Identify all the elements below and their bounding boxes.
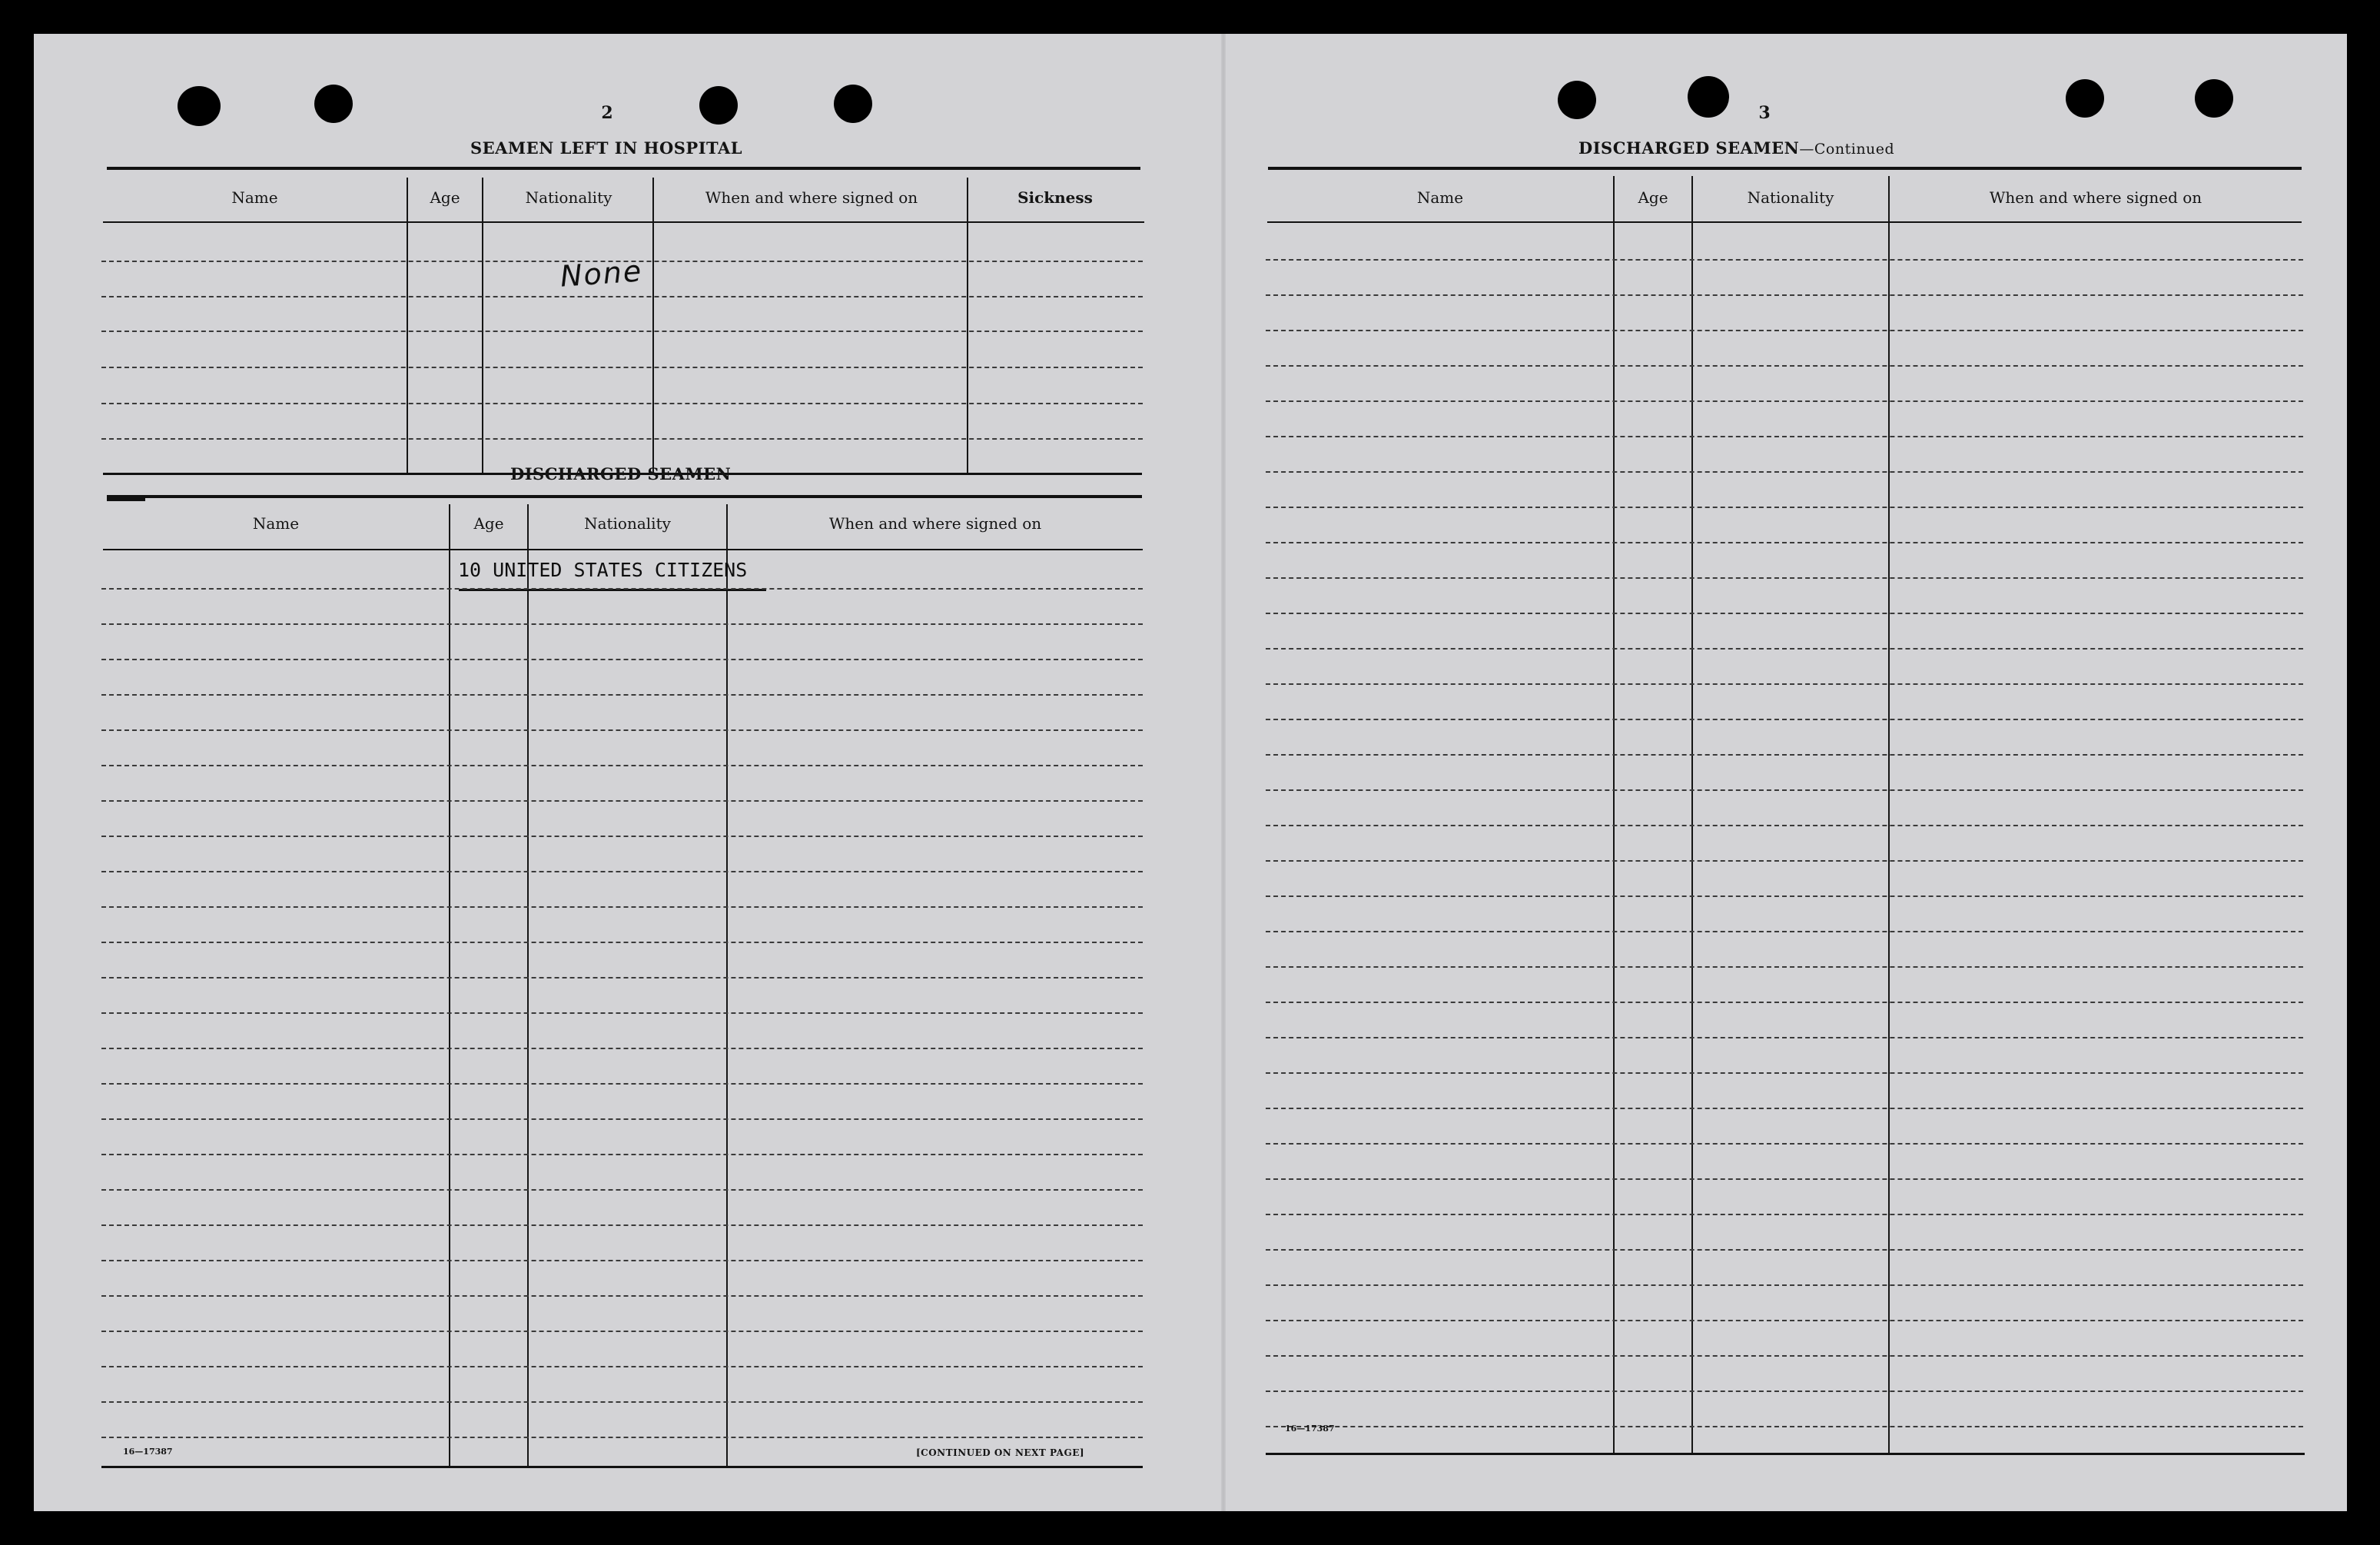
row-line	[1266, 648, 2303, 650]
row-line	[1266, 1002, 2303, 1003]
table-header-rule	[1267, 221, 2302, 223]
column-divider	[726, 504, 728, 1467]
page-fold	[1221, 34, 1226, 1511]
section-title-text: DISCHARGED SEAMEN	[1578, 138, 1800, 158]
row-line	[101, 977, 1143, 978]
row-line	[101, 1189, 1143, 1191]
row-line	[101, 1012, 1143, 1014]
row-line	[1266, 1108, 2303, 1109]
form-code: 16—17387	[1285, 1424, 1335, 1434]
row-line	[101, 1331, 1143, 1332]
column-divider	[1888, 176, 1890, 1454]
punch-hole	[314, 85, 353, 123]
column-header-age: Age	[1638, 188, 1668, 207]
row-line	[101, 1154, 1143, 1155]
row-line	[101, 296, 1143, 297]
column-header-nationality: Nationality	[1747, 188, 1834, 207]
row-line	[1266, 895, 2303, 897]
column-divider	[1613, 176, 1615, 1454]
table-top-rule	[107, 495, 1142, 498]
row-line	[101, 1366, 1143, 1367]
row-line	[101, 1260, 1143, 1261]
column-header-sickness: Sickness	[1017, 188, 1093, 207]
row-line	[101, 906, 1143, 908]
row-line	[101, 1437, 1143, 1438]
row-line	[1266, 719, 2303, 720]
column-divider	[482, 178, 483, 473]
row-line	[1266, 683, 2303, 685]
row-line	[101, 765, 1143, 766]
section-title-discharged: DISCHARGED SEAMEN	[510, 464, 732, 483]
row-line	[101, 871, 1143, 872]
row-line	[1266, 294, 2303, 296]
column-header-nationality: Nationality	[584, 514, 671, 533]
row-line	[1266, 1390, 2303, 1392]
row-line	[101, 588, 1143, 590]
column-header-signed-on: When and where signed on	[828, 514, 1042, 533]
row-line	[1266, 754, 2303, 756]
punch-hole	[2195, 79, 2233, 118]
handwritten-entry: None	[559, 254, 644, 294]
table-top-rule-thick	[107, 495, 145, 501]
column-header-signed-on: When and where signed on	[705, 188, 918, 207]
row-line	[101, 694, 1143, 696]
punch-hole	[1688, 76, 1729, 118]
row-line	[1266, 542, 2303, 543]
page-number: 3	[1758, 103, 1771, 123]
row-line	[1266, 931, 2303, 932]
section-title-hospital: SEAMEN LEFT IN HOSPITAL	[470, 138, 743, 158]
row-line	[101, 438, 1143, 440]
row-line	[1266, 1355, 2303, 1357]
table-top-rule	[107, 167, 1140, 170]
table-bottom-rule	[101, 1466, 1143, 1468]
column-header-name: Name	[1416, 188, 1464, 207]
row-line	[101, 729, 1143, 731]
row-line	[1266, 400, 2303, 402]
column-header-nationality: Nationality	[525, 188, 612, 207]
row-line	[101, 403, 1143, 404]
table-header-rule	[103, 221, 1144, 223]
row-line	[101, 659, 1143, 660]
row-line	[1266, 436, 2303, 437]
column-divider	[967, 178, 968, 473]
row-line	[1266, 613, 2303, 614]
row-line	[101, 800, 1143, 802]
column-header-age: Age	[430, 188, 460, 207]
row-line	[1266, 577, 2303, 579]
row-line	[101, 1118, 1143, 1120]
table-header-rule	[103, 549, 1143, 550]
section-title-suffix: —Continued	[1799, 141, 1895, 158]
row-line	[1266, 471, 2303, 473]
column-divider	[1691, 176, 1693, 1454]
row-line	[1266, 507, 2303, 508]
row-line	[101, 1295, 1143, 1297]
typed-entry: 10 UNITED STATES CITIZENS	[458, 559, 748, 581]
section-title-discharged-continued	[1578, 138, 1895, 158]
row-line	[1266, 825, 2303, 826]
row-line	[1266, 1037, 2303, 1038]
column-divider	[527, 504, 529, 1467]
column-header-name: Name	[231, 188, 278, 207]
row-line	[1266, 1143, 2303, 1145]
punch-hole	[1558, 81, 1596, 119]
column-divider	[407, 178, 408, 473]
page-number: 2	[601, 103, 613, 123]
row-line	[1266, 966, 2303, 968]
row-line	[101, 942, 1143, 943]
row-line	[1266, 1426, 2303, 1427]
column-header-signed-on: When and where signed on	[1989, 188, 2202, 207]
punch-hole	[178, 86, 221, 126]
row-line	[101, 367, 1143, 368]
row-line	[1266, 789, 2303, 791]
row-line	[1266, 1072, 2303, 1074]
row-line	[101, 1048, 1143, 1049]
continued-note: [CONTINUED ON NEXT PAGE]	[916, 1447, 1085, 1458]
punch-hole	[2066, 79, 2104, 118]
row-line	[1266, 365, 2303, 367]
row-line	[1266, 1214, 2303, 1215]
row-line	[101, 623, 1143, 625]
table-top-rule	[1268, 167, 2302, 170]
row-line	[101, 1083, 1143, 1085]
row-line	[1266, 1178, 2303, 1180]
row-line	[101, 331, 1143, 332]
row-line	[101, 1401, 1143, 1403]
row-line	[1266, 1249, 2303, 1251]
punch-hole	[699, 86, 738, 125]
column-divider	[449, 504, 450, 1467]
row-line	[101, 1224, 1143, 1226]
row-line	[1266, 860, 2303, 862]
table-bottom-rule	[1266, 1453, 2305, 1455]
punch-hole	[834, 85, 872, 123]
row-line	[101, 836, 1143, 837]
row-line	[1266, 1284, 2303, 1286]
column-divider	[652, 178, 654, 473]
row-line	[1266, 259, 2303, 261]
column-header-age: Age	[473, 514, 504, 533]
row-line	[1266, 330, 2303, 331]
document-sheet	[34, 34, 2347, 1511]
row-line	[1266, 1320, 2303, 1321]
column-header-name: Name	[252, 514, 300, 533]
form-code: 16—17387	[123, 1447, 173, 1457]
